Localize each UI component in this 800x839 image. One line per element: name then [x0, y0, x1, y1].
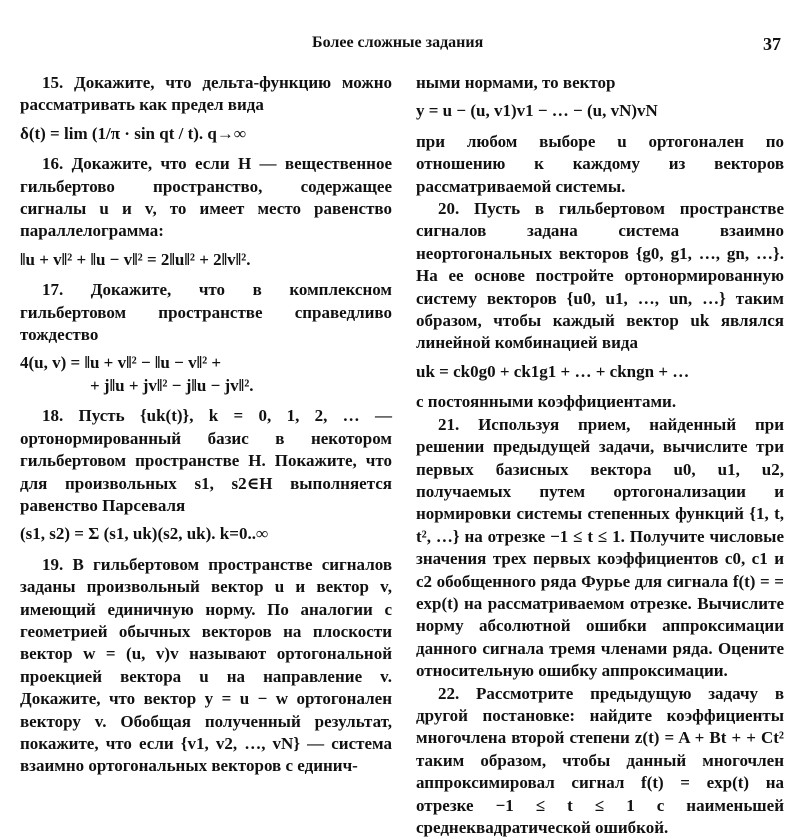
formula-16: ‖u + v‖² + ‖u − v‖² = 2‖u‖² + 2‖v‖².: [20, 249, 251, 269]
formula-15: δ(t) = lim (1/π · sin qt / t). q→∞: [20, 123, 246, 143]
problem-18: 18. Пусть {uk(t)}, k = 0, 1, 2, … — ортонормированный базис в некотором гильбертовом пространстве H. Покажите, что для произвольных s1, s2∈H выполняется равенство Парсеваля: [20, 406, 392, 515]
problem-22: 22. Рассмотрите предыдущую задачу в другой постановке: найдите коэффициенты многочлена второй степени z(t) = A + Bt + + Ct² таким образом, чтобы данный многочлен аппроксимировал сигнал f(t) = exp(t) на отрезке −1 ≤ t ≤ 1 с наименьшей среднеквадратической ошибкой.: [416, 683, 784, 837]
problem-15: 15. Докажите, что дельта-функцию можно рассматривать как предел вида: [20, 73, 392, 115]
formula-17a: 4(u, v) = ‖u + v‖² − ‖u − v‖² +: [20, 353, 222, 373]
problem-21: 21. Используя прием, найденный при решении предыдущей задачи, вычислите три первых базисных вектора u0, u1, u2, получаемых путем ортогонализации и нормировки системы степенных функций {1, t, t², …} на отрезке −1 ≤ t ≤ 1. Получите числовые значения трех первых коэффициентов c0, c1 и c2 обобщенного ряда Фурье для сигнала f(t) = = exp(t) на рассматриваемом отрезке. Вычислите норму абсолютной ошибки аппроксимации данного сигнала тремя членами ряда. Оцените относительную ошибку аппроксимации.: [416, 414, 784, 681]
formula-17b: + j‖u + jv‖² − j‖u − jv‖².: [90, 375, 254, 395]
left-column: [20, 72, 392, 778]
problem-20-end: с постоянными коэффициентами.: [416, 392, 677, 412]
running-title: Более сложные задания: [312, 34, 484, 51]
page-number: 37: [763, 34, 781, 54]
problem-20: 20. Пусть в гильбертовом пространстве сигналов задана система взаимно неортогональных векторов {g0, g1, …, gn, …}. На ее основе постройте ортонормированную систему векторов {u0, u1, …, un, …} таким образом, чтобы каждый вектор uk являлся линейной комбинацией вида: [416, 199, 784, 353]
problem-19-continued: ными нормами, то вектор: [416, 73, 616, 92]
problem-17: 17. Докажите, что в комплексном гильбертовом пространстве справедливо тождество: [20, 280, 392, 345]
formula-19: y = u − (u, v1)v1 − … − (u, vN)vN: [416, 101, 658, 121]
formula-18: (s1, s2) = Σ (s1, uk)(s2, uk). k=0..∞: [20, 524, 269, 544]
formula-20: uk = ck0g0 + ck1g1 + … + ckngn + …: [416, 361, 690, 381]
problem-19: 19. В гильбертовом пространстве сигналов заданы произвольный вектор u и вектор v, имеющий единичную норму. По аналогии с геометрией обычных векторов на плоскости вектор w = (u, v)v называют ортогональной проекцией вектора u на направление v. Докажите, что вектор y = u − w ортогонален вектору v. Обобщая полученный результат, покажите, что если {v1, v2, …, vN} — система взаимно ортогональных векторов с единич-: [20, 554, 392, 776]
problem-16: 16. Докажите, что если H — вещественное гильбертово пространство, содержащее сигналы u и v, то имеет место равенство параллелограмма:: [20, 154, 392, 241]
page-header: [0, 30, 800, 60]
problem-19-end: при любом выборе u ортогонален по отношению к каждому из векторов рассматриваемой системы.: [416, 131, 784, 196]
right-column: [416, 72, 784, 839]
